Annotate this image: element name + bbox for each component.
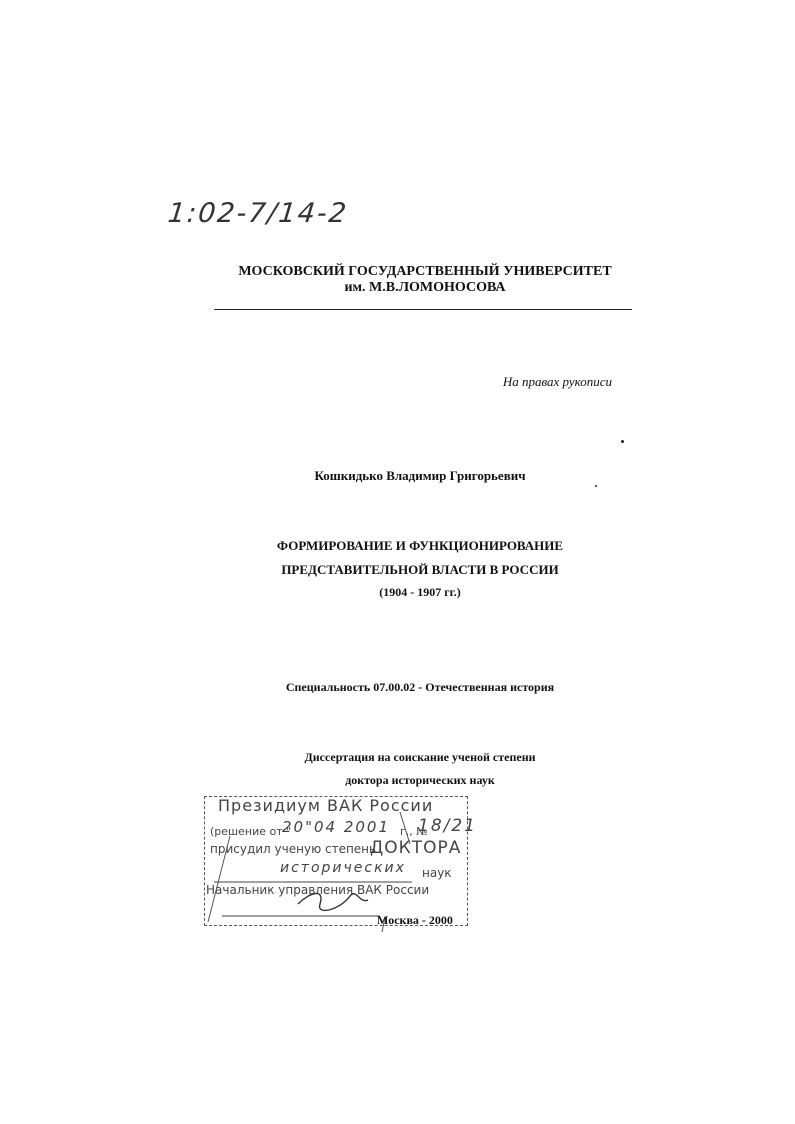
stamp-title: Президиум ВАК России xyxy=(218,796,434,815)
stamp-decision-no-label: г., № xyxy=(400,825,428,838)
vak-stamp xyxy=(200,792,477,930)
stamp-awarded: присудил ученую степень xyxy=(210,842,377,856)
stamp-decision-label: (решение от " xyxy=(210,825,292,838)
stamp-sciences: наук xyxy=(422,866,452,880)
stamp-decision-date: 20"04 2001 xyxy=(282,818,391,836)
stamp-head: Начальник управления ВАК России xyxy=(206,883,430,897)
university-named-after: им. М.В.ЛОМОНОСОВА xyxy=(344,280,506,295)
degree-line1: Диссертация на соискание ученой степени xyxy=(304,750,536,764)
speck xyxy=(595,485,597,487)
archive-number: 1:02-7/14-2 xyxy=(166,198,350,229)
degree-line2: доктора исторических наук xyxy=(345,773,495,787)
university-name: МОСКОВСКИЙ ГОСУДАРСТВЕННЫЙ УНИВЕРСИТЕТ xyxy=(238,264,612,279)
stamp-degree: ДОКТОРА xyxy=(370,838,462,858)
author-name: Кошкидько Владимир Григорьевич xyxy=(314,468,526,483)
thesis-title-line2: ПРЕДСТАВИТЕЛЬНОЙ ВЛАСТИ В РОССИИ xyxy=(281,562,559,577)
thesis-title-line1: ФОРМИРОВАНИЕ И ФУНКЦИОНИРОВАНИЕ xyxy=(276,538,564,553)
manuscript-note: На правах рукописи xyxy=(502,374,612,389)
thesis-years: (1904 - 1907 гг.) xyxy=(379,585,461,599)
city-year: Москва - 2000 xyxy=(377,913,453,927)
stamp-field-handwritten: исторических xyxy=(280,860,406,876)
speck xyxy=(621,440,624,443)
specialty: Специальность 07.00.02 - Отечественная история xyxy=(285,680,555,694)
stamp-decision-number: 18/21 xyxy=(418,816,477,836)
header-rule xyxy=(214,309,632,310)
